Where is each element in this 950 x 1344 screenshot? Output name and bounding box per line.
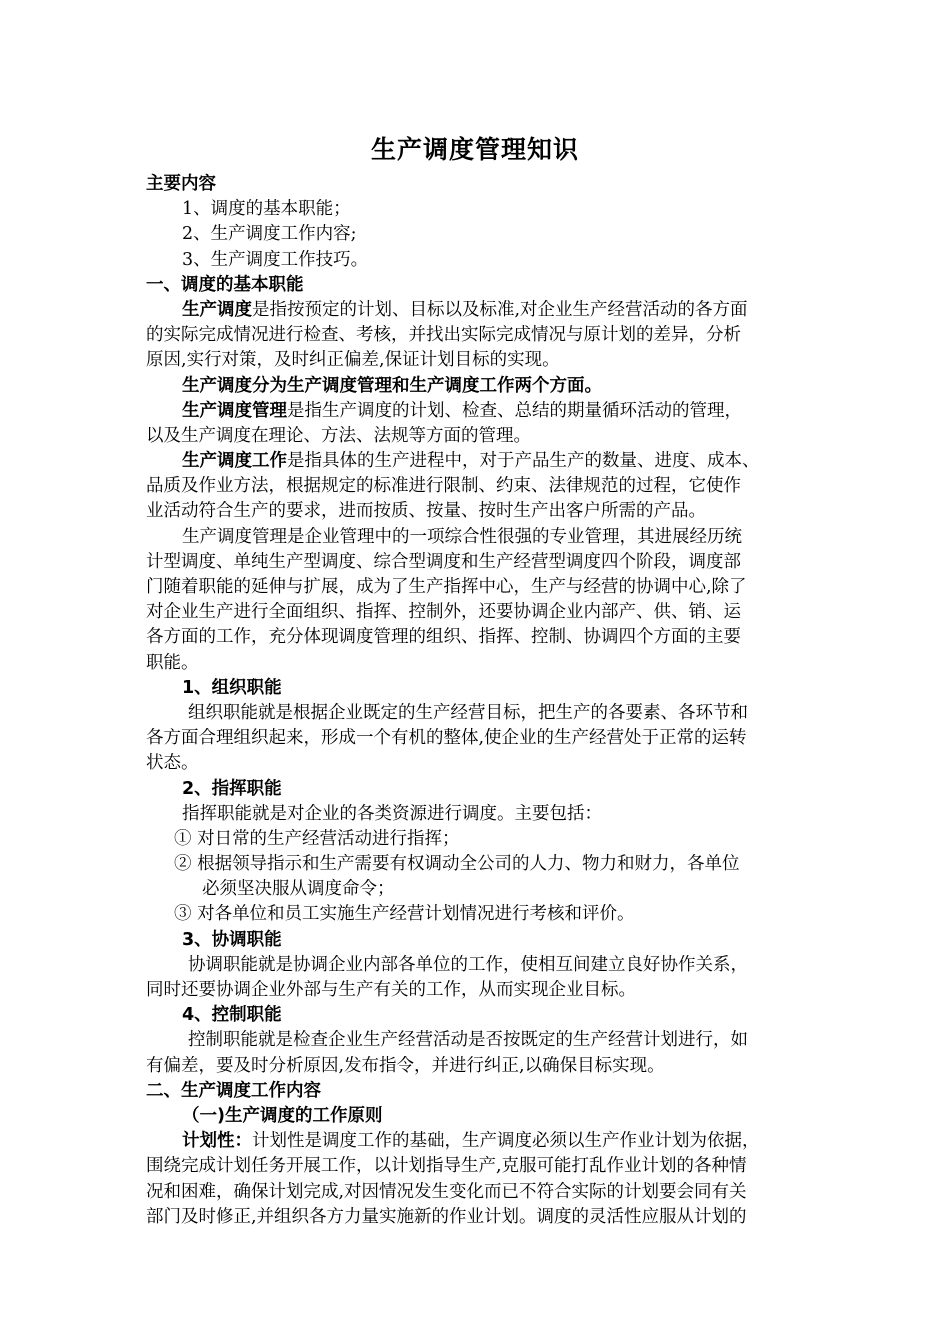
line-text: ① 对日常的生产经营活动进行指挥； — [174, 828, 460, 849]
text-line — [146, 323, 810, 348]
bold-term: 2、指挥职能 — [182, 778, 282, 799]
text-line — [146, 474, 810, 499]
line-text: 生产调度管理是企业管理中的一项综合性很强的专业管理，其进展经历统 — [182, 526, 742, 547]
text-line — [146, 625, 810, 650]
bold-term: 4、控制职能 — [182, 1005, 282, 1026]
line-text: 各方面的工作，充分体现调度管理的组织、指挥、控制、协调四个方面的主要 — [146, 627, 741, 648]
text-line — [146, 928, 810, 953]
text-line — [146, 978, 810, 1003]
line-text: 同时还要协调企业外部与生产有关的工作，从而实现企业目标。 — [146, 980, 636, 1000]
line-text: 2、生产调度工作内容; — [182, 224, 357, 245]
text-line — [146, 802, 810, 827]
line-text: 业活动符合生产的要求，进而按质、按量、按时生产出客户所需的产品。 — [146, 501, 706, 522]
bold-term: 生产调度管理 — [182, 400, 287, 421]
line-text: 门随着职能的延伸与扩展，成为了生产指挥中心，生产与经营的协调中心,除了 — [146, 577, 747, 597]
text-line — [146, 575, 810, 600]
line-text: 主要内容 — [146, 174, 216, 194]
text-line — [146, 172, 810, 197]
text-line — [146, 424, 810, 449]
bold-term: 3、协调职能 — [182, 929, 282, 950]
line-text: 各方面合理组织起来，形成一个有机的整体,使企业的生产经营处于正常的运转 — [146, 728, 747, 749]
text-line — [146, 348, 810, 373]
line-text: 有偏差，要及时分析原因,发布指令，并进行纠正,以确保目标实现。 — [146, 1055, 665, 1076]
bold-term: 二、生产调度工作内容 — [146, 1080, 321, 1101]
line-text: 品质及作业方法，根据规定的标准进行限制、约束、法律规范的过程，它使作 — [146, 476, 741, 497]
text-line — [146, 1180, 810, 1205]
text-line — [146, 197, 810, 222]
text-line — [146, 852, 810, 877]
text-line — [146, 449, 810, 474]
text-line — [146, 374, 810, 399]
text-line — [146, 525, 810, 550]
text-line — [146, 1028, 810, 1053]
bold-term: 生产调度分为生产调度管理和生产调度工作两个方面。 — [182, 375, 602, 396]
document-title: 生产调度管理知识 — [370, 135, 579, 164]
line-text: 组织职能就是根据企业既定的生产经营目标，把生产的各要素、各环节和 — [188, 702, 748, 723]
line-text: 指挥职能就是对企业的各类资源进行调度。主要包括： — [182, 803, 602, 824]
line-text: 是指生产调度的计划、检查、总结的期量循环活动的管理， — [287, 400, 742, 421]
text-line — [146, 877, 810, 902]
line-text: 1、调度的基本职能； — [182, 199, 351, 220]
line-text: 控制职能就是检查企业生产经营活动是否按既定的生产经营计划进行，如 — [188, 1030, 748, 1051]
text-line — [146, 499, 810, 524]
text-line — [146, 1205, 810, 1230]
line-text: 职能。 — [146, 652, 199, 673]
bold-term: 生产调度工作 — [182, 451, 287, 472]
line-text: ③ 对各单位和员工实施生产经营计划情况进行考核和评价。 — [174, 904, 635, 925]
text-line — [146, 953, 810, 978]
text-line — [146, 222, 810, 247]
line-text: 对企业生产进行全面组织、指挥、控制外，还要协调企业内部产、供、销、运 — [146, 602, 741, 623]
text-line — [146, 777, 810, 802]
text-line — [146, 550, 810, 575]
line-text: 一、调度的基本职能 — [146, 274, 304, 295]
text-line — [146, 701, 810, 726]
line-text: 况和困难，确保计划完成,对因情况发生变化而已不符合实际的计划要会同有关 — [146, 1181, 747, 1202]
bold-term: 1、组织职能 — [182, 677, 282, 698]
line-text: 围绕完成计划任务开展工作，以计划指导生产,克服可能打乱作业计划的各种情 — [146, 1156, 747, 1177]
line-text: 以及生产调度在理论、方法、法规等方面的管理。 — [146, 425, 531, 446]
line-text: 协调职能就是协调企业内部各单位的工作，使相互间建立良好协作关系， — [188, 954, 748, 975]
line-text: ② 根据领导指示和生产需要有权调动全公司的人力、物力和财力，各单位 — [174, 854, 740, 875]
text-line — [146, 399, 810, 424]
line-text: 3、生产调度工作技巧。 — [182, 249, 369, 270]
line-text: 原因,实行对策，及时纠正偏差,保证计划目标的实现。 — [146, 350, 560, 371]
text-line — [146, 827, 810, 852]
document-body — [146, 172, 810, 1230]
bold-term: （一)生产调度的工作原则 — [182, 1105, 383, 1126]
text-line — [146, 298, 810, 323]
text-line — [146, 751, 810, 776]
text-line — [146, 1154, 810, 1179]
line-text: 是指具体的生产进程中，对于产品生产的数量、进度、成本、 — [287, 451, 760, 472]
bold-term: 计划性： — [182, 1131, 252, 1152]
line-text: 必须坚决服从调度命令； — [202, 879, 395, 900]
line-text: 的实际完成情况进行检查、考核，并找出实际完成情况与原计划的差异，分析 — [146, 325, 741, 346]
text-line — [146, 1129, 810, 1154]
line-text: 计划性是调度工作的基础，生产调度必须以生产作业计划为依据， — [252, 1131, 760, 1152]
line-text: 状态。 — [146, 753, 199, 774]
text-line — [146, 902, 810, 927]
text-line — [146, 1104, 810, 1129]
line-text: 部门及时修正,并组织各方力量实施新的作业计划。调度的灵活性应服从计划的 — [146, 1206, 747, 1227]
text-line — [146, 651, 810, 676]
text-line — [146, 1079, 810, 1104]
text-line — [146, 676, 810, 701]
text-line — [146, 1054, 810, 1079]
text-line — [146, 726, 810, 751]
line-text: 是指按预定的计划、目标以及标准,对企业生产经营活动的各方面 — [252, 299, 748, 320]
text-line — [146, 248, 810, 273]
bold-term: 生产调度 — [182, 299, 252, 320]
text-line — [146, 273, 810, 298]
text-line — [146, 1003, 810, 1028]
text-line — [146, 600, 810, 625]
line-text: 计型调度、单纯生产型调度、综合型调度和生产经营型调度四个阶段，调度部 — [146, 551, 741, 572]
